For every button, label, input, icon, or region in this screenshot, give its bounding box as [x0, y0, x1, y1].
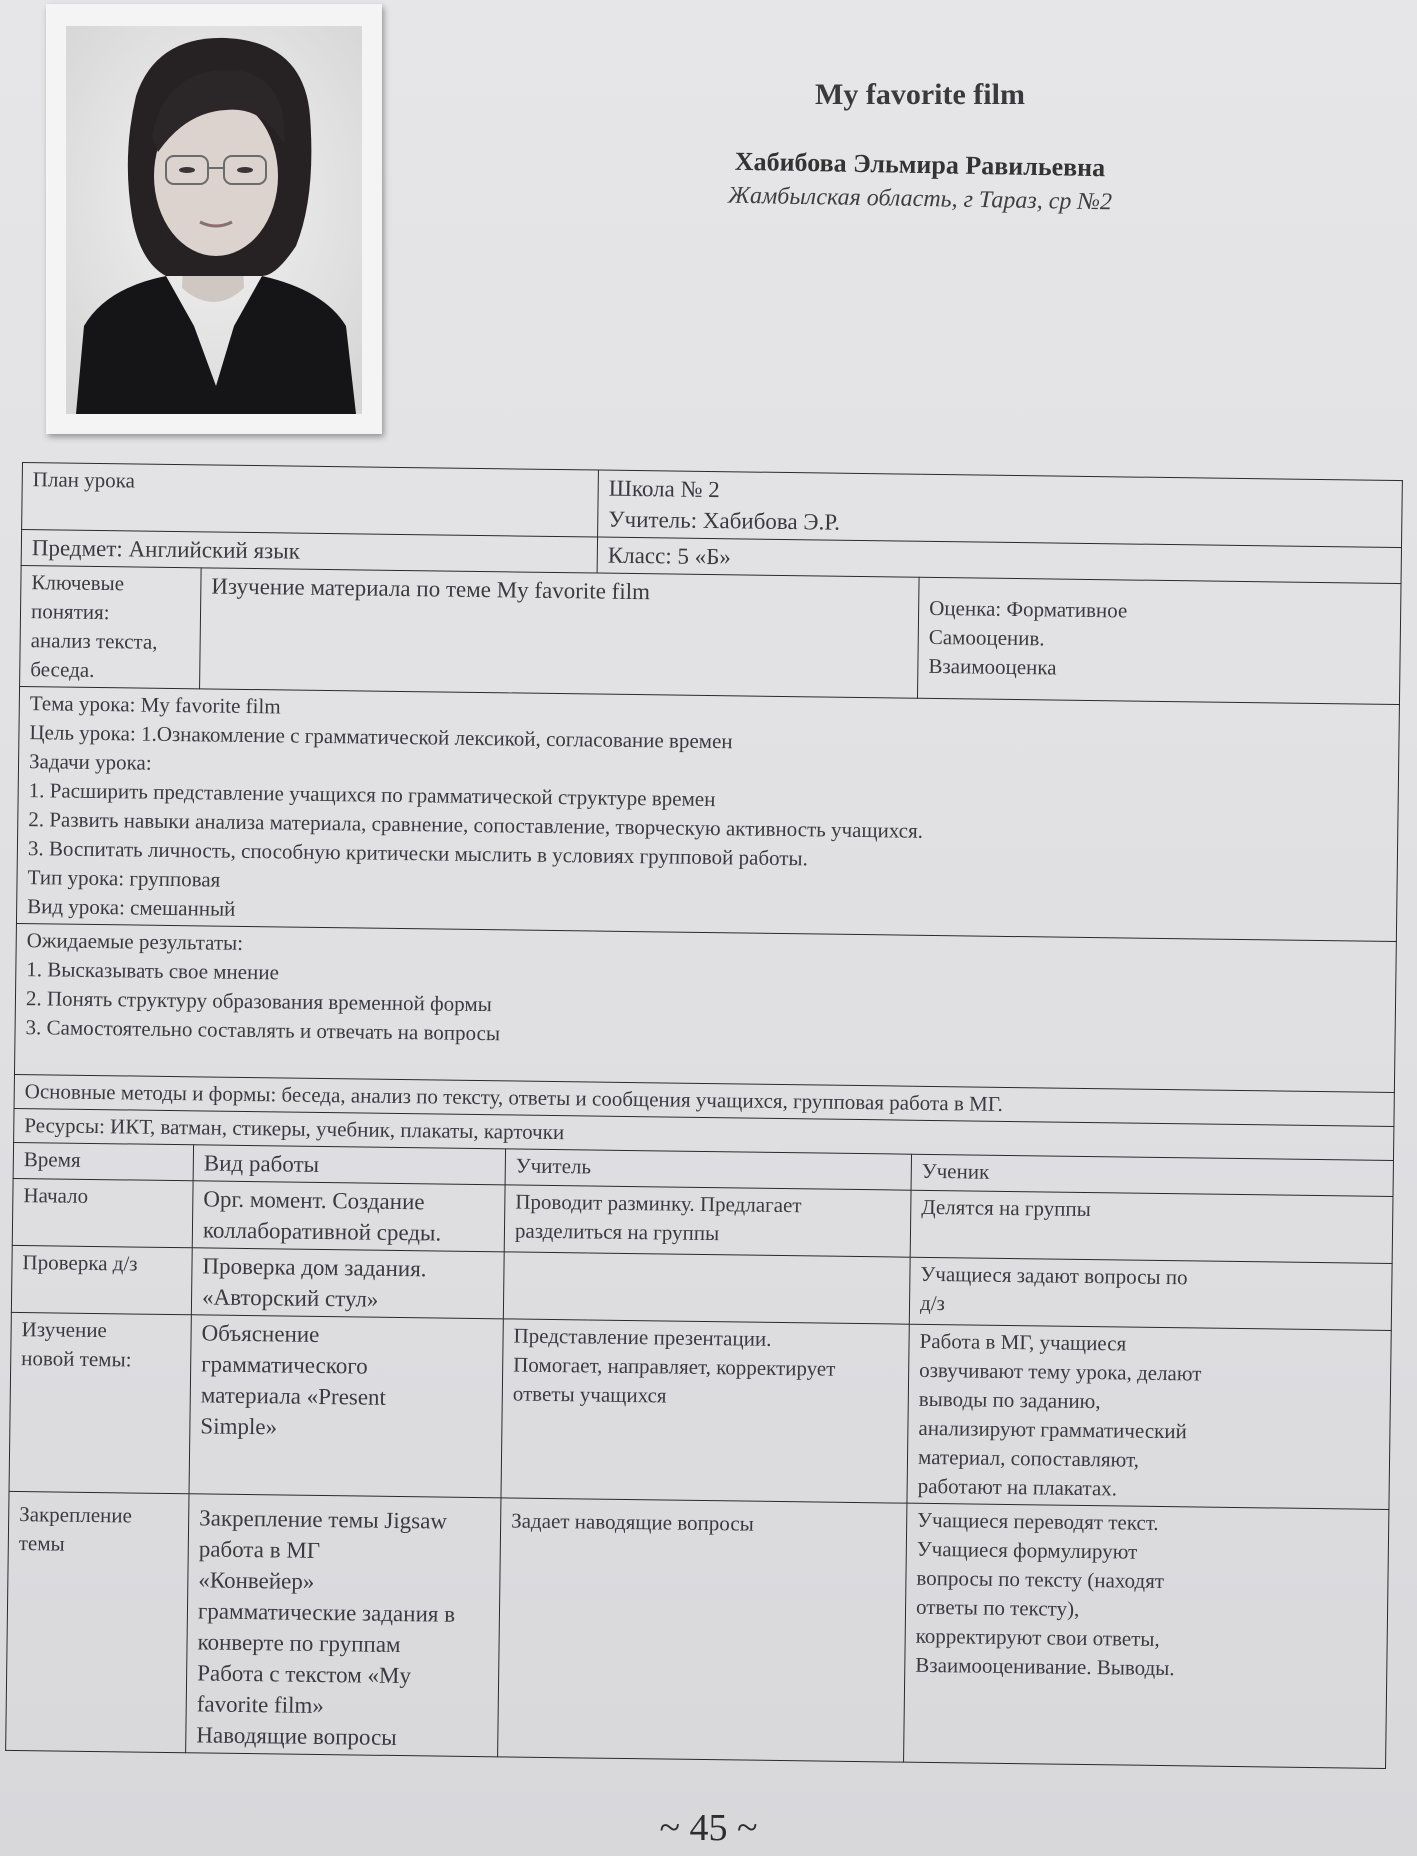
- stage-time-line: Закрепление: [19, 1502, 133, 1528]
- stage-time-line: темы: [18, 1531, 65, 1556]
- stage-student-line: Делятся на группы: [921, 1194, 1091, 1222]
- stage-work: [192, 1181, 505, 1252]
- stage-time: [11, 1245, 192, 1314]
- assessment-cell: [918, 577, 1402, 704]
- stage-time: [12, 1178, 193, 1247]
- stage-work-line: Проверка дом задания.: [202, 1253, 427, 1282]
- stage-student: [907, 1324, 1391, 1509]
- topic-line: Вид урока: смешанный: [27, 894, 236, 921]
- assessment-line: Взаимооценка: [928, 653, 1057, 680]
- class-text: Класс: 5 «Б»: [607, 542, 732, 570]
- lesson-plan-table: [5, 462, 1403, 1769]
- stage-work-line: Наводящие вопросы: [196, 1722, 397, 1751]
- stage-time: [9, 1312, 191, 1493]
- stage-work-line: работа в МГ: [198, 1536, 321, 1563]
- stage-student-line: Учащиеся задают вопросы по: [920, 1261, 1188, 1290]
- stage-work-line: грамматического: [201, 1351, 368, 1379]
- stage-work-line: «Авторский стул»: [201, 1284, 379, 1312]
- resources-text: Ресурсы: ИКТ, ватман, стикеры, учебник, плакаты, карточки: [24, 1113, 565, 1145]
- key-concepts-line: беседа.: [30, 657, 95, 682]
- article-title: My favorite film: [815, 78, 1025, 111]
- subject-text: Предмет: Английский язык: [31, 535, 301, 564]
- stage-time: [6, 1491, 189, 1752]
- page-number: ~ 45 ~: [659, 1807, 758, 1849]
- stage-teacher-line: Представление презентации.: [513, 1323, 772, 1351]
- header-student: Ученик: [911, 1154, 1393, 1196]
- topic-cell: [16, 686, 1399, 941]
- topic-line: Тема урока: My favorite film: [29, 691, 281, 719]
- stage-work-line: материала «Present: [200, 1382, 387, 1410]
- stage-teacher-line: Задает наводящие вопросы: [511, 1508, 754, 1536]
- stage-work-line: грамматические задания в: [197, 1598, 456, 1627]
- stage-work-line: favorite film»: [196, 1691, 325, 1719]
- stage-student-line: материал, сопоставляют,: [917, 1444, 1140, 1472]
- author-name: Хабибова Эльмира Равильевна: [734, 146, 1106, 183]
- study-cell: [200, 568, 920, 698]
- key-concepts-cell: [20, 565, 202, 688]
- topic-line: Тип урока: групповая: [27, 865, 221, 892]
- author-location: Жамбылская область, г Тараз, ср №2: [727, 182, 1113, 216]
- results-row: [14, 923, 1396, 1092]
- stage-work-line: Орг. момент. Создание: [203, 1186, 425, 1215]
- stage-row: [6, 1491, 1389, 1768]
- key-concepts-line: анализ текста,: [30, 628, 158, 654]
- stage-teacher: [503, 1252, 910, 1324]
- stage-student-line: Взаимооценивание. Выводы.: [915, 1652, 1175, 1681]
- stage-work-line: Simple»: [200, 1413, 278, 1440]
- stage-student: [904, 1503, 1389, 1768]
- header-time: Время: [13, 1142, 193, 1180]
- stage-time-line: Начало: [23, 1183, 89, 1208]
- school-teacher-cell: [598, 470, 1403, 548]
- topic-line: Задачи урока:: [28, 749, 152, 775]
- stage-student-line: корректируют свои ответы,: [915, 1623, 1160, 1651]
- stage-work: [189, 1315, 503, 1498]
- stage-student: [909, 1257, 1392, 1330]
- results-line: 3. Самостоятельно составлять и отвечать на вопросы: [25, 1015, 501, 1046]
- school-text: Школа № 2: [608, 475, 720, 503]
- stage-work-line: коллаборативной среды.: [202, 1217, 442, 1246]
- stage-work-line: «Конвейер»: [198, 1567, 315, 1594]
- topic-line: 2. Развить навыки анализа материала, сравнение, сопоставление, творческую активность учащихся.: [28, 807, 924, 843]
- header-work: Вид работы: [193, 1145, 505, 1185]
- stage-student-line: ответы по тексту),: [915, 1594, 1080, 1621]
- stage-teacher: [501, 1319, 909, 1503]
- stage-work-line: Работа с текстом «My: [197, 1660, 412, 1689]
- results-line: Ожидаемые результаты:: [26, 928, 244, 955]
- stage-student-line: д/з: [919, 1290, 946, 1316]
- stage-student-line: озвучивают тему урока, делают: [919, 1357, 1202, 1386]
- stage-teacher-line: ответы учащихся: [512, 1381, 667, 1408]
- stage-work-line: Объяснение: [201, 1320, 320, 1347]
- stage-student-line: Работа в МГ, учащиеся: [919, 1328, 1127, 1356]
- author-photo: [66, 26, 362, 414]
- stage-student-line: Учащиеся переводят текст.: [917, 1507, 1159, 1535]
- lesson-plan-table-wrapper: [5, 462, 1402, 1770]
- author-photo-frame: [46, 4, 382, 434]
- stage-time-line: новой темы:: [21, 1346, 132, 1372]
- stage-row: [9, 1312, 1391, 1509]
- stage-teacher: [504, 1185, 911, 1257]
- stage-student-line: вопросы по тексту (находят: [916, 1565, 1165, 1594]
- stage-time-line: Проверка д/з: [22, 1250, 138, 1276]
- methods-text: Основные методы и формы: беседа, анализ по тексту, ответы и сообщения учащихся, групповая работа в МГ.: [24, 1079, 1003, 1116]
- stage-work-line: конверте по группам: [197, 1629, 401, 1658]
- topic-line: 3. Воспитать личность, способную критически мыслить в условиях групповой работы.: [27, 836, 809, 871]
- stage-student-line: работают на плакатах.: [917, 1473, 1118, 1501]
- study-text: Изучение материала по теме My favorite film: [211, 573, 651, 605]
- topic-line: Цель урока: 1.Ознакомление с грамматической лексикой, согласование времен: [29, 720, 733, 754]
- stage-time-line: Изучение: [21, 1317, 108, 1343]
- key-concepts-line: понятия:: [30, 599, 110, 625]
- key-concepts-row: [20, 565, 1401, 704]
- assessment-line: Самооценив.: [928, 624, 1045, 651]
- stage-student-line: анализируют грамматический: [918, 1415, 1187, 1444]
- stage-work: [186, 1494, 501, 1757]
- topic-line: 1. Расширить представление учащихся по грамматической структуре времен: [28, 778, 716, 812]
- stage-teacher-line: Проводит разминку. Предлагает: [515, 1189, 802, 1218]
- key-concepts-line: Ключевые: [31, 570, 125, 596]
- topic-row: [16, 686, 1399, 941]
- stage-student: [910, 1190, 1393, 1263]
- teacher-text: Учитель: Хабибова Э.Р.: [608, 506, 841, 535]
- results-line: 1. Высказывать свое мнение: [26, 957, 280, 985]
- stage-work: [191, 1248, 504, 1319]
- header-teacher: Учитель: [505, 1149, 911, 1190]
- stage-work-line: Закрепление темы Jigsaw: [199, 1505, 448, 1534]
- portrait-image: [66, 26, 362, 414]
- plan-label-cell: [22, 463, 599, 538]
- assessment-line: Оценка: Формативное: [929, 595, 1128, 623]
- plan-label: План урока: [32, 467, 136, 493]
- stage-teacher: [498, 1498, 907, 1762]
- results-line: 2. Понять структуру образования временной формы: [25, 986, 492, 1017]
- stage-teacher-line: разделиться на группы: [514, 1218, 720, 1246]
- results-cell: [14, 923, 1396, 1092]
- stage-student-line: Учащиеся формулируют: [916, 1536, 1138, 1564]
- stage-student-line: выводы по заданию,: [918, 1386, 1101, 1414]
- stage-teacher-line: Помогает, направляет, корректирует: [513, 1352, 836, 1381]
